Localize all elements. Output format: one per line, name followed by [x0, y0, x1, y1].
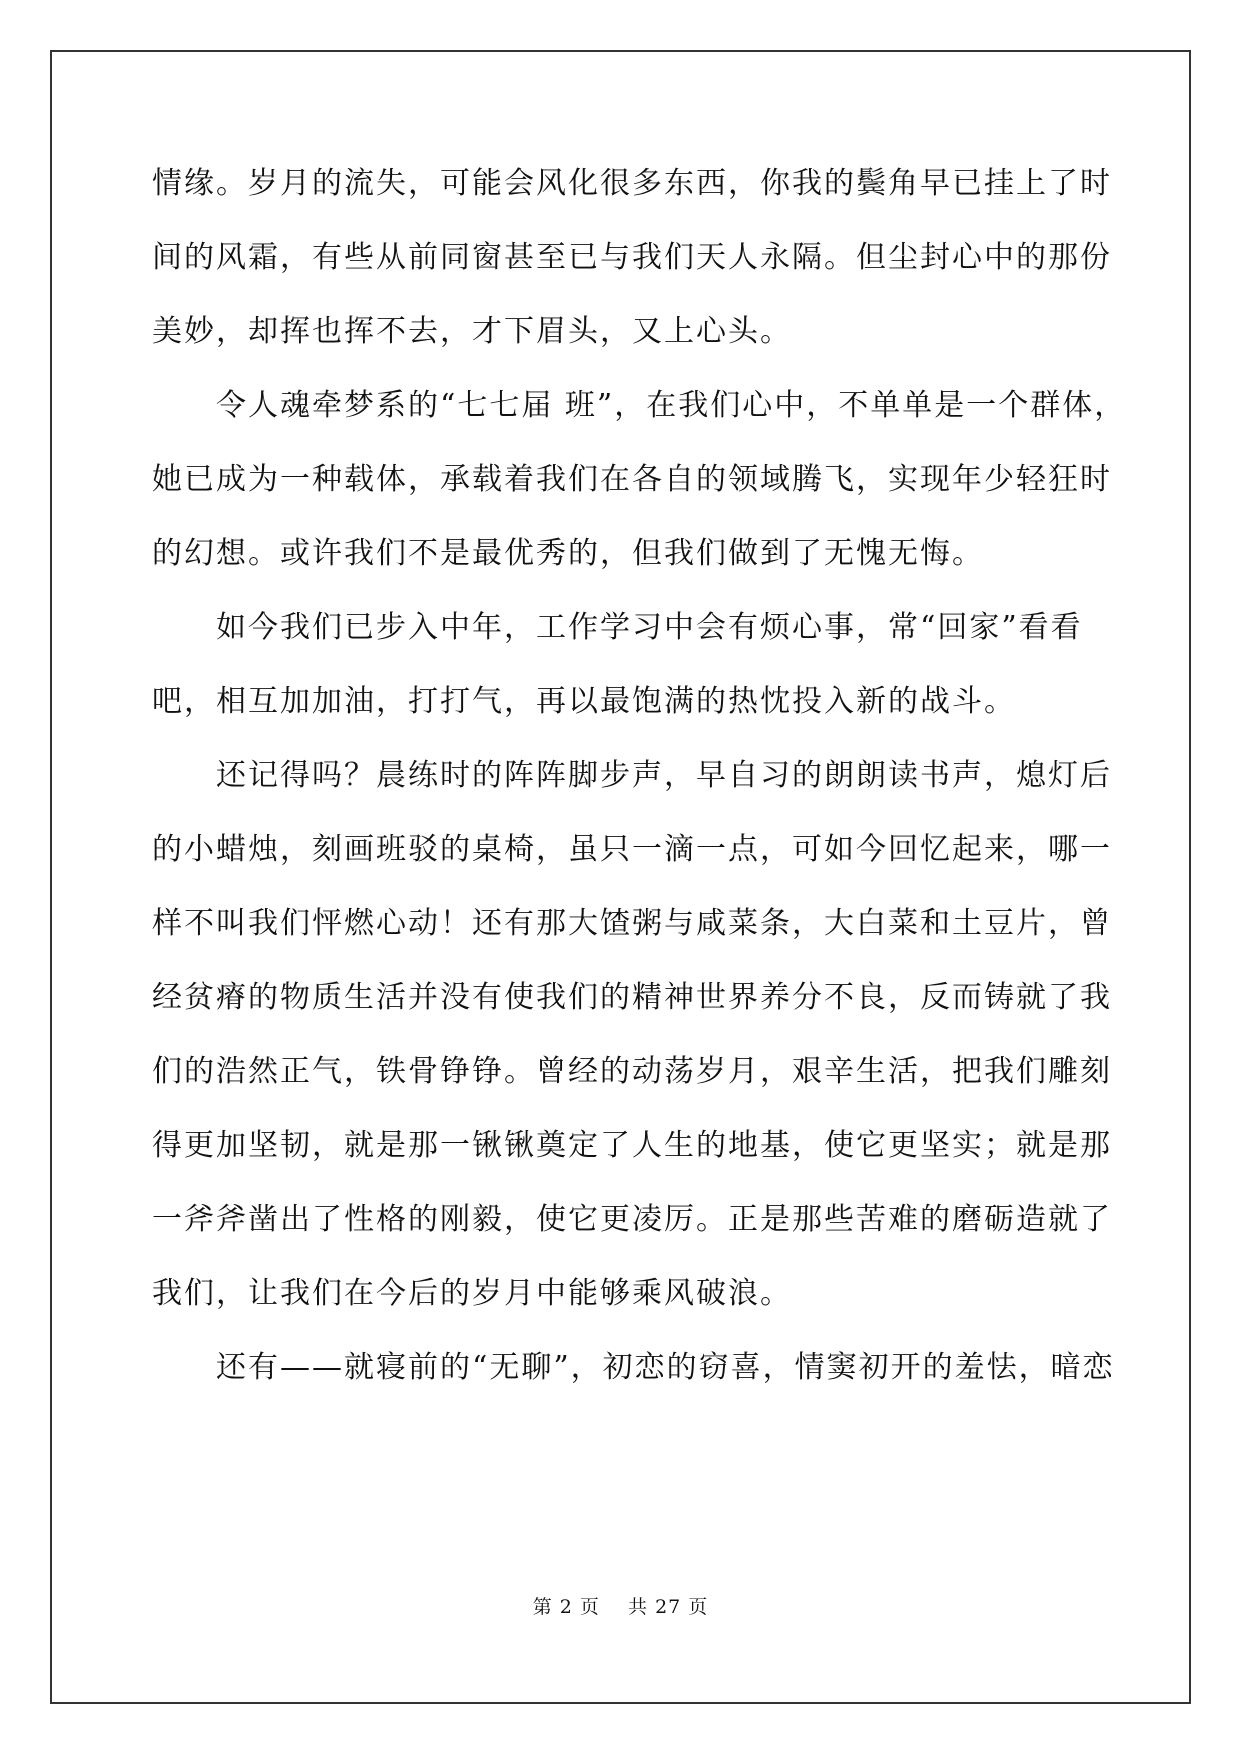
text-line: 吧，相互加加油，打打气，再以最饱满的热忱投入新的战斗。: [152, 684, 1016, 719]
text-line: 还记得吗？晨练时的阵阵脚步声，早自习的朗朗读书声，熄灯后: [152, 758, 1112, 793]
text-line: 她已成为一种载体，承载着我们在各自的领域腾飞，实现年少轻狂时: [152, 462, 1112, 497]
text-line: 还有——就寝前的“无聊”，初恋的窃喜，情窦初开的羞怯，暗恋: [152, 1350, 1115, 1385]
page-number-footer: 第 2 页 共 27 页: [532, 1596, 709, 1618]
text-line: 一斧斧凿出了性格的刚毅，使它更凌厉。正是那些苦难的磨砺造就了: [152, 1202, 1112, 1237]
text-line: 如今我们已步入中年，工作学习中会有烦心事，常“回家”看看: [152, 610, 1083, 645]
text-line: 样不叫我们怦燃心动！还有那大馇粥与咸菜条，大白菜和土豆片，曾: [152, 906, 1112, 941]
text-line: 经贫瘠的物质生活并没有使我们的精神世界养分不良，反而铸就了我: [152, 980, 1112, 1015]
text-line: 间的风霜，有些从前同窗甚至已与我们天人永隔。但尘封心中的那份: [152, 240, 1112, 275]
text-line: 令人魂牵梦系的“七七届 班”，在我们心中，不单单是一个群体，: [152, 388, 1127, 423]
page-border: [50, 50, 1191, 1704]
text-line: 得更加坚韧，就是那一锹锹奠定了人生的地基，使它更坚实；就是那: [152, 1128, 1112, 1163]
text-line: 情缘。岁月的流失，可能会风化很多东西，你我的鬓角早已挂上了时: [152, 166, 1112, 201]
text-line: 们的浩然正气，铁骨铮铮。曾经的动荡岁月，艰辛生活，把我们雕刻: [152, 1054, 1112, 1089]
text-line: 我们，让我们在今后的岁月中能够乘风破浪。: [152, 1276, 792, 1311]
text-line: 的小蜡烛，刻画班驳的桌椅，虽只一滴一点，可如今回忆起来，哪一: [152, 832, 1112, 867]
text-line: 的幻想。或许我们不是最优秀的，但我们做到了无愧无悔。: [152, 536, 984, 571]
text-line: 美妙，却挥也挥不去，才下眉头，又上心头。: [152, 314, 792, 349]
